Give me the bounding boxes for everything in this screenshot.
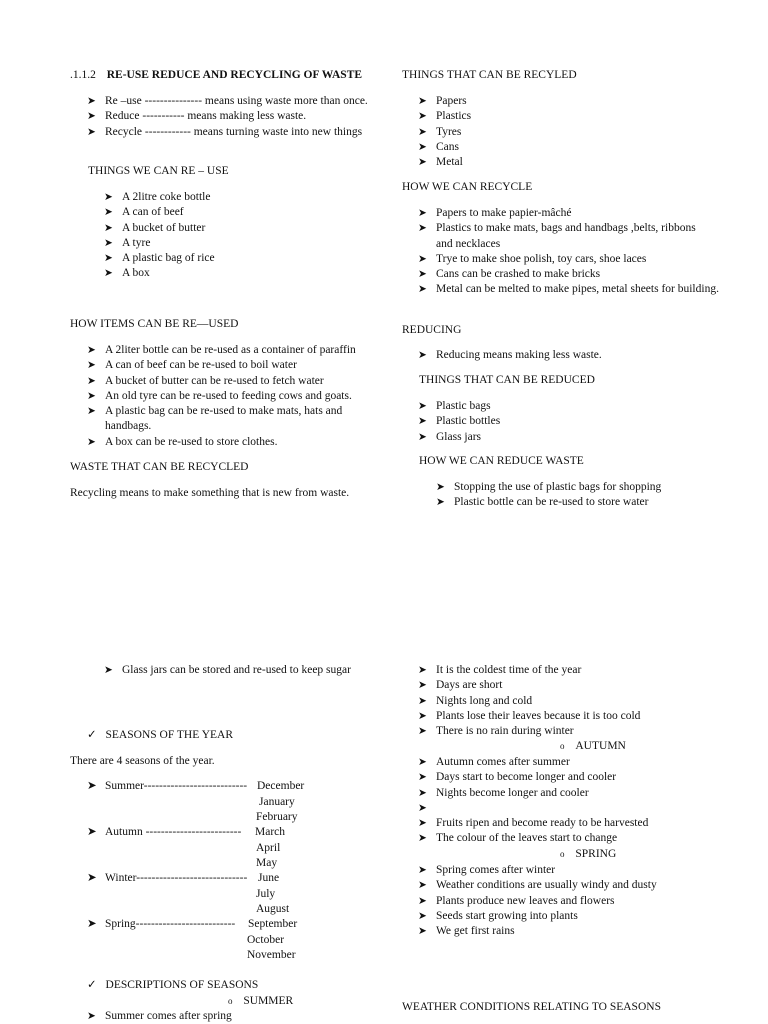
list-item: ➤ Seeds start growing into plants <box>418 909 718 924</box>
definitions-list <box>87 94 377 140</box>
list-item <box>418 801 718 816</box>
arrowhead-bullet-icon: ➤ <box>87 111 96 123</box>
arrowhead-bullet-icon: ➤ <box>104 253 113 265</box>
list-item: ➤ Reducing means making less waste. <box>418 348 708 363</box>
arrowhead-bullet-icon: ➤ <box>418 157 427 169</box>
arrowhead-bullet-icon: ➤ <box>418 126 427 138</box>
winter-list <box>418 663 718 739</box>
recycling-definition: Recycling means to make something that is new from waste. <box>70 487 350 499</box>
list-item: ➤ A plastic bag of rice <box>104 251 364 266</box>
how-recycle-heading: HOW WE CAN RECYCLE <box>402 181 533 193</box>
list-item: ➤ Days start to become longer and cooler <box>418 770 718 785</box>
circle-bullet-icon: o <box>560 741 565 751</box>
list-item: ➤ Days are short <box>418 678 718 693</box>
list-item: ➤ Reduce ----------- means making less waste. <box>87 109 377 124</box>
arrowhead-bullet-icon: ➤ <box>418 772 427 784</box>
list-item: ➤ Tyres <box>418 125 718 140</box>
circle-bullet-icon: o <box>560 849 565 859</box>
list-item: ➤ A tyre <box>104 236 364 251</box>
arrowhead-bullet-icon: ➤ <box>87 345 96 356</box>
summer-list <box>87 1009 367 1024</box>
how-reused-heading: HOW ITEMS CAN BE RE—USED <box>70 318 239 330</box>
list-item: ➤ There is no rain during winter <box>418 724 718 739</box>
reducing-list <box>418 348 708 363</box>
arrowhead-bullet-icon: ➤ <box>418 111 427 123</box>
list-item: ➤ It is the coldest time of the year <box>418 663 718 678</box>
arrowhead-bullet-icon: ➤ <box>418 926 427 938</box>
weather-heading: WEATHER CONDITIONS RELATING TO SEASONS <box>402 1001 661 1013</box>
arrowhead-bullet-icon: ➤ <box>104 237 113 249</box>
list-item: ➤ The colour of the leaves start to change <box>418 831 718 846</box>
reuse-heading: THINGS WE CAN RE – USE <box>88 165 229 177</box>
arrowhead-bullet-icon: ➤ <box>104 665 113 676</box>
list-item: ➤ A bucket of butter can be re-used to fetch water <box>87 374 377 389</box>
recycled-heading: WASTE THAT CAN BE RECYCLED <box>70 461 249 473</box>
section-title: RE-USE REDUCE AND RECYCLING OF WASTE <box>106 69 363 81</box>
list-item: ➤ Plastic bags <box>418 399 708 414</box>
arrowhead-bullet-icon: ➤ <box>418 757 427 768</box>
list-item: ➤ Plastic bottles <box>418 414 708 429</box>
arrowhead-bullet-icon: ➤ <box>87 826 97 838</box>
arrowhead-bullet-icon: ➤ <box>87 406 96 418</box>
recyclable-list <box>418 94 718 170</box>
list-item: ➤ Plastics to make mats, bags and handbags ,belts, ribbons and necklaces <box>418 222 696 250</box>
list-item: ➤ A box can be re-used to store clothes. <box>87 435 377 450</box>
arrowhead-bullet-icon: ➤ <box>87 360 96 372</box>
list-item: ➤ Spring comes after winter <box>418 863 718 878</box>
arrowhead-bullet-icon: ➤ <box>87 872 97 884</box>
list-item: ➤ Glass jars <box>418 430 708 445</box>
how-reused-list <box>87 343 377 450</box>
list-item: ➤ A 2liter bottle can be re-used as a container of paraffin <box>87 343 377 358</box>
circle-bullet-icon: o <box>228 996 233 1006</box>
list-item: ➤ Trye to make shoe polish, toy cars, shoe laces <box>418 252 708 267</box>
arrowhead-bullet-icon: ➤ <box>418 695 427 707</box>
list-item: ➤ Papers <box>418 94 718 109</box>
arrowhead-bullet-icon: ➤ <box>418 680 427 692</box>
arrowhead-bullet-icon: ➤ <box>87 390 96 402</box>
list-item: ➤ Plants lose their leaves because it is too cold <box>418 709 718 724</box>
arrowhead-bullet-icon: ➤ <box>104 222 113 234</box>
arrowhead-bullet-icon: ➤ <box>436 482 445 493</box>
list-item: ➤ Cans <box>418 140 718 155</box>
list-item: ➤ A can of beef can be re-used to boil water <box>87 358 377 373</box>
arrowhead-bullet-icon: ➤ <box>104 207 113 219</box>
section-number: .1.1.2 <box>70 69 96 81</box>
reduced-list <box>418 399 708 445</box>
arrowhead-bullet-icon: ➤ <box>418 269 427 281</box>
list-item: ➤ Glass jars can be stored and re-used to keep sugar <box>104 663 384 678</box>
arrowhead-bullet-icon: ➤ <box>418 833 427 845</box>
descriptions-heading: ✓ DESCRIPTIONS OF SEASONS <box>87 979 259 991</box>
list-item: ➤ Fruits ripen and become ready to be harvested <box>418 816 718 831</box>
arrowhead-bullet-icon: ➤ <box>87 436 96 448</box>
arrowhead-bullet-icon: ➤ <box>418 431 427 443</box>
list-item: ➤ Plastics <box>418 109 718 124</box>
arrowhead-bullet-icon: ➤ <box>418 253 427 265</box>
spring-list <box>418 863 718 939</box>
arrowhead-bullet-icon: ➤ <box>87 126 96 138</box>
arrowhead-bullet-icon: ➤ <box>87 1011 96 1022</box>
list-item: ➤ Plastic bottle can be re-used to store water <box>436 495 726 510</box>
list-item: ➤ Re –use --------------- means using waste more than once. <box>87 94 377 109</box>
list-item: ➤ Recycle ------------ means turning waste into new things <box>87 125 377 140</box>
list-item: ➤ A bucket of butter <box>104 221 364 236</box>
list-item: ➤ Plants produce new leaves and flowers <box>418 894 718 909</box>
reducing-heading: REDUCING <box>402 324 462 336</box>
arrowhead-bullet-icon: ➤ <box>418 818 427 830</box>
list-item: ➤ Nights long and cold <box>418 694 718 709</box>
list-item: ➤ Papers to make papier-mâché <box>418 206 708 221</box>
arrowhead-bullet-icon: ➤ <box>87 780 97 792</box>
arrowhead-bullet-icon: ➤ <box>418 880 427 892</box>
arrowhead-bullet-icon: ➤ <box>418 223 427 235</box>
list-item: ➤ A box <box>104 266 364 281</box>
list-item: ➤ A can of beef <box>104 205 364 220</box>
arrowhead-bullet-icon: ➤ <box>418 865 427 876</box>
arrowhead-bullet-icon: ➤ <box>418 96 427 107</box>
arrowhead-bullet-icon: ➤ <box>418 802 427 814</box>
reduced-heading: THINGS THAT CAN BE REDUCED <box>419 374 595 386</box>
list-item: ➤ Autumn comes after summer <box>418 755 718 770</box>
arrowhead-bullet-icon: ➤ <box>418 787 427 799</box>
glass-jars-list <box>104 663 384 678</box>
check-icon: ✓ <box>87 979 97 991</box>
arrowhead-bullet-icon: ➤ <box>87 96 96 107</box>
recyclable-heading: THINGS THAT CAN BE RECYLED <box>402 69 577 81</box>
arrowhead-bullet-icon: ➤ <box>104 268 113 280</box>
list-item: ➤ Nights become longer and cooler <box>418 786 718 801</box>
arrowhead-bullet-icon: ➤ <box>436 497 445 509</box>
seasons-intro: There are 4 seasons of the year. <box>70 755 215 767</box>
spring-subheading: o SPRING <box>560 848 617 860</box>
check-icon: ✓ <box>87 729 97 741</box>
summer-subheading: o SUMMER <box>228 995 294 1007</box>
arrowhead-bullet-icon: ➤ <box>418 208 427 219</box>
arrowhead-bullet-icon: ➤ <box>87 918 97 930</box>
arrowhead-bullet-icon: ➤ <box>418 895 427 907</box>
reuse-list <box>104 190 364 282</box>
how-reduce-list <box>436 480 726 511</box>
section-heading <box>70 68 362 83</box>
list-item: ➤ Cans can be crashed to make bricks <box>418 267 708 282</box>
arrowhead-bullet-icon: ➤ <box>418 401 427 412</box>
how-reduce-heading: HOW WE CAN REDUCE WASTE <box>419 455 584 467</box>
list-item: ➤ We get first rains <box>418 924 718 939</box>
arrowhead-bullet-icon: ➤ <box>418 665 427 676</box>
how-recycle-list <box>418 206 719 298</box>
list-item: ➤ A plastic bag can be re-used to make mats, hats and handbags. <box>87 405 343 433</box>
list-item: ➤ Metal can be melted to make pipes, metal sheets for building. <box>418 282 726 297</box>
list-item: ➤ Metal <box>418 155 718 170</box>
arrowhead-bullet-icon: ➤ <box>87 375 96 387</box>
list-item: ➤ A 2litre coke bottle <box>104 190 364 205</box>
list-item: ➤ Weather conditions are usually windy and dusty <box>418 878 718 893</box>
autumn-subheading: o AUTUMN <box>560 740 626 752</box>
arrowhead-bullet-icon: ➤ <box>104 192 113 203</box>
list-item: ➤ Summer comes after spring <box>87 1009 367 1024</box>
arrowhead-bullet-icon: ➤ <box>418 416 427 428</box>
arrowhead-bullet-icon: ➤ <box>418 726 427 738</box>
seasons-heading: ✓ SEASONS OF THE YEAR <box>87 729 233 741</box>
arrowhead-bullet-icon: ➤ <box>418 350 427 361</box>
arrowhead-bullet-icon: ➤ <box>418 284 427 296</box>
autumn-list <box>418 755 718 847</box>
arrowhead-bullet-icon: ➤ <box>418 141 427 153</box>
list-item: ➤ Stopping the use of plastic bags for shopping <box>436 480 726 495</box>
arrowhead-bullet-icon: ➤ <box>418 910 427 922</box>
list-item: ➤ An old tyre can be re-used to feeding cows and goats. <box>87 389 377 404</box>
arrowhead-bullet-icon: ➤ <box>418 710 427 722</box>
